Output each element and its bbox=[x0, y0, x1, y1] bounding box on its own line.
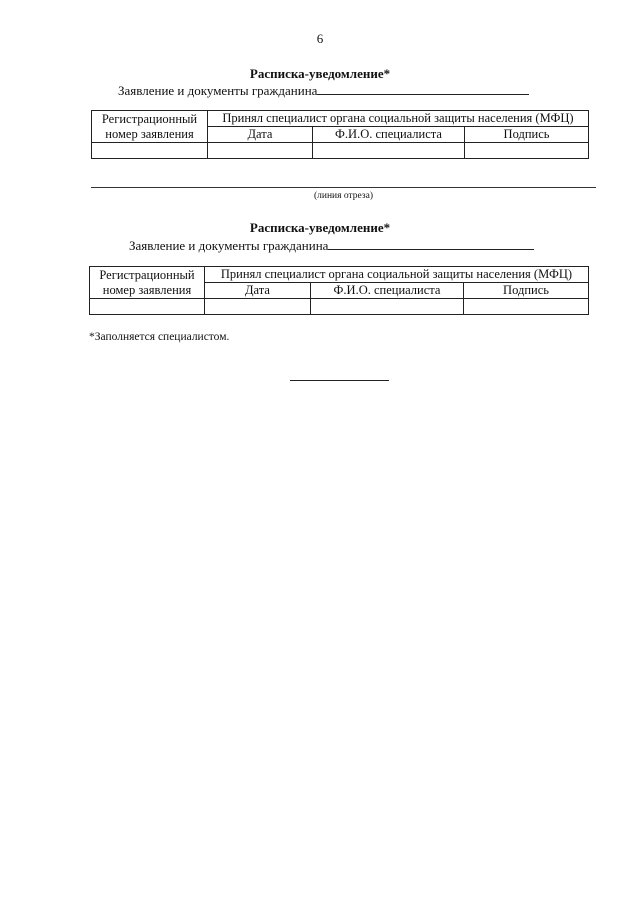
cut-line-label: (линия отреза) bbox=[313, 191, 373, 201]
docs-label: Заявление и документы гражданина bbox=[129, 238, 329, 253]
signature-header: Подпись bbox=[465, 127, 589, 143]
reg-header-line1: Регистрационный bbox=[101, 111, 198, 126]
date-header: Дата bbox=[205, 283, 311, 299]
reg-number-cell[interactable] bbox=[92, 143, 208, 159]
cut-line bbox=[91, 187, 596, 188]
reg-number-cell[interactable] bbox=[90, 299, 205, 315]
receipt-title-bottom: Расписка-уведомление* bbox=[249, 220, 391, 235]
reg-number-header bbox=[92, 111, 208, 143]
docs-label: Заявление и документы гражданина bbox=[118, 83, 318, 98]
receipt-table-top bbox=[91, 110, 589, 159]
specialist-name-cell[interactable] bbox=[313, 143, 465, 159]
receipt-table-bottom bbox=[89, 266, 589, 315]
date-cell[interactable] bbox=[205, 299, 311, 315]
accepted-by-header: Принял специалист органа социальной защиты населения (МФЦ) bbox=[205, 267, 589, 283]
reg-header-line2: номер заявления bbox=[102, 282, 192, 297]
date-cell[interactable] bbox=[208, 143, 313, 159]
specialist-name-header: Ф.И.О. специалиста bbox=[311, 283, 464, 299]
end-separator bbox=[290, 380, 389, 381]
table-row bbox=[92, 143, 589, 159]
reg-number-header bbox=[90, 267, 205, 299]
docs-line-top bbox=[118, 82, 529, 99]
citizen-name-field[interactable] bbox=[328, 237, 534, 250]
signature-header: Подпись bbox=[464, 283, 589, 299]
signature-cell[interactable] bbox=[465, 143, 589, 159]
signature-cell[interactable] bbox=[464, 299, 589, 315]
page-number: 6 bbox=[316, 31, 324, 46]
docs-line-bottom bbox=[129, 237, 534, 254]
table-row bbox=[90, 299, 589, 315]
accepted-by-header: Принял специалист органа социальной защиты населения (МФЦ) bbox=[208, 111, 589, 127]
receipt-title-top: Расписка-уведомление* bbox=[249, 66, 391, 81]
reg-header-line1: Регистрационный bbox=[99, 267, 195, 282]
specialist-name-cell[interactable] bbox=[311, 299, 464, 315]
citizen-name-field[interactable] bbox=[317, 82, 529, 95]
footnote: *Заполняется специалистом. bbox=[89, 331, 230, 343]
reg-header-line2: номер заявления bbox=[105, 126, 194, 141]
date-header: Дата bbox=[208, 127, 313, 143]
specialist-name-header: Ф.И.О. специалиста bbox=[313, 127, 465, 143]
